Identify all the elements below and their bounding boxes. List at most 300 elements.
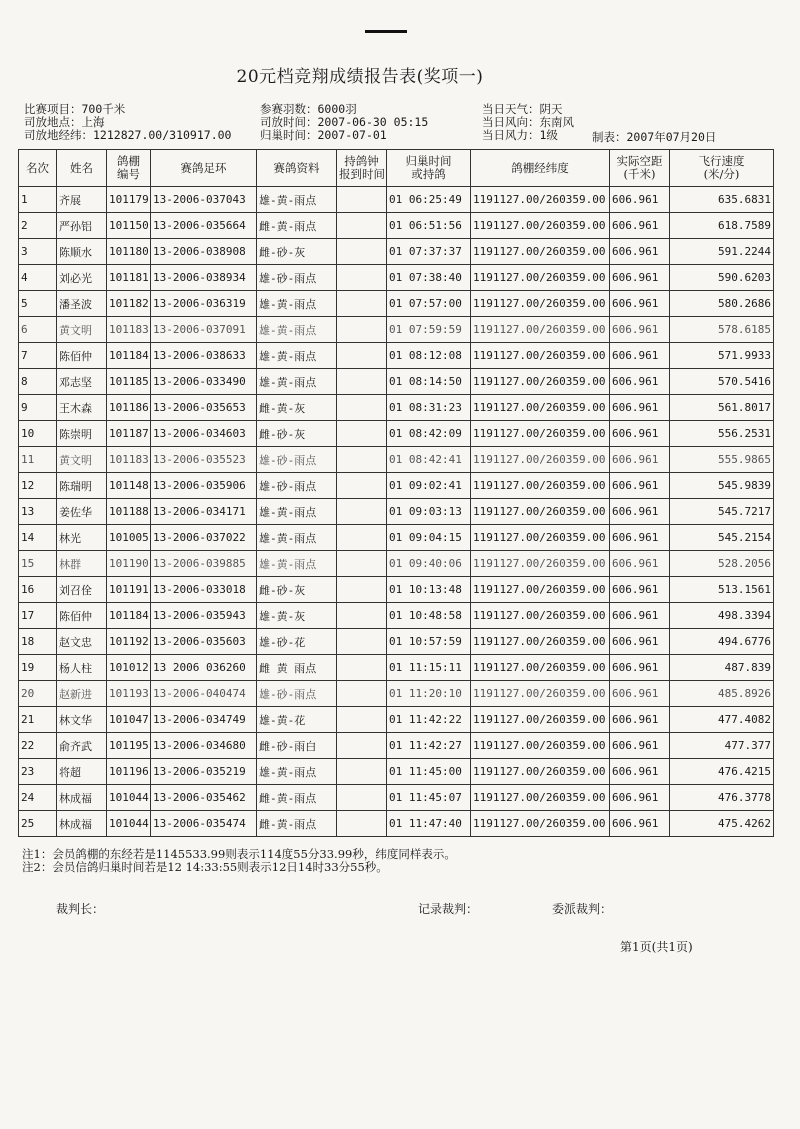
cell-ring: 13-2006-035664 (151, 213, 257, 239)
cell-distance: 606.961 (610, 291, 670, 317)
cell-loft: 101150 (107, 213, 151, 239)
cell-rank: 13 (19, 499, 57, 525)
cell-return: 01 07:59:59 (387, 317, 471, 343)
cell-name: 刘必光 (57, 265, 107, 291)
cell-ring: 13-2006-036319 (151, 291, 257, 317)
page-number: 第1页(共1页) (620, 940, 693, 954)
cell-rank: 10 (19, 421, 57, 447)
cell-clock (337, 525, 387, 551)
cell-speed: 528.2056 (670, 551, 774, 577)
cell-info: 雄-黄-雨点 (257, 525, 337, 551)
table-row (19, 265, 774, 291)
cell-loft: 101182 (107, 291, 151, 317)
cell-name: 严孙铝 (57, 213, 107, 239)
note-2: 注2：会员信鸽归巢时间若是12 14:33:55则表示12日14时33分55秒。 (22, 860, 388, 874)
table-row (19, 369, 774, 395)
cell-rank: 21 (19, 707, 57, 733)
cell-rank: 18 (19, 629, 57, 655)
cell-loft: 101190 (107, 551, 151, 577)
cell-clock (337, 707, 387, 733)
cell-coords: 1191127.00/260359.00 (471, 811, 610, 837)
cell-info: 雄-黄-雨点 (257, 343, 337, 369)
cell-distance: 606.961 (610, 629, 670, 655)
cell-loft: 101186 (107, 395, 151, 421)
cell-loft: 101012 (107, 655, 151, 681)
cell-speed: 580.2686 (670, 291, 774, 317)
cell-rank: 22 (19, 733, 57, 759)
cell-rank: 11 (19, 447, 57, 473)
cell-info: 雄-砂-雨点 (257, 447, 337, 473)
cell-coords: 1191127.00/260359.00 (471, 239, 610, 265)
cell-info: 雄-砂-雨点 (257, 681, 337, 707)
cell-name: 潘圣波 (57, 291, 107, 317)
cell-speed: 591.2244 (670, 239, 774, 265)
table-row (19, 551, 774, 577)
cell-return: 01 09:02:41 (387, 473, 471, 499)
cell-clock (337, 733, 387, 759)
cell-clock (337, 551, 387, 577)
cell-ring: 13-2006-040474 (151, 681, 257, 707)
table-row (19, 187, 774, 213)
cell-ring: 13-2006-035653 (151, 395, 257, 421)
cell-distance: 606.961 (610, 265, 670, 291)
table-row (19, 577, 774, 603)
cell-return: 01 11:20:10 (387, 681, 471, 707)
cell-clock (337, 629, 387, 655)
table-row (19, 707, 774, 733)
cell-distance: 606.961 (610, 733, 670, 759)
cell-coords: 1191127.00/260359.00 (471, 629, 610, 655)
cell-clock (337, 603, 387, 629)
table-row (19, 655, 774, 681)
cell-distance: 606.961 (610, 811, 670, 837)
table-row (19, 785, 774, 811)
cell-return: 01 09:04:15 (387, 525, 471, 551)
cell-distance: 606.961 (610, 473, 670, 499)
cell-rank: 6 (19, 317, 57, 343)
table-row (19, 499, 774, 525)
cell-info: 雄-黄-雨点 (257, 759, 337, 785)
cell-loft: 101180 (107, 239, 151, 265)
cell-ring: 13-2006-035943 (151, 603, 257, 629)
cell-name: 陈佰仲 (57, 343, 107, 369)
cell-return: 01 09:40:06 (387, 551, 471, 577)
cell-ring: 13-2006-034603 (151, 421, 257, 447)
cell-coords: 1191127.00/260359.00 (471, 499, 610, 525)
page-title: 20元档竞翔成绩报告表(奖项一) (236, 67, 484, 87)
cell-name: 姜佐华 (57, 499, 107, 525)
col-rank: 名次 (19, 150, 57, 187)
cell-ring: 13-2006-038934 (151, 265, 257, 291)
cell-loft: 101185 (107, 369, 151, 395)
cell-ring: 13-2006-035523 (151, 447, 257, 473)
cell-name: 陈崇明 (57, 421, 107, 447)
cell-info: 雌-黄-雨点 (257, 811, 337, 837)
cell-ring: 13-2006-037091 (151, 317, 257, 343)
cell-name: 陈佰仲 (57, 603, 107, 629)
col-return: 归巢时间 或持鸽 (387, 150, 471, 187)
cell-speed: 485.8926 (670, 681, 774, 707)
cell-info: 雄-黄-雨点 (257, 499, 337, 525)
cell-distance: 606.961 (610, 525, 670, 551)
cell-coords: 1191127.00/260359.00 (471, 551, 610, 577)
cell-speed: 570.5416 (670, 369, 774, 395)
cell-speed: 635.6831 (670, 187, 774, 213)
cell-speed: 545.2154 (670, 525, 774, 551)
cell-info: 雌-黄-雨点 (257, 213, 337, 239)
cell-info: 雄-砂-花 (257, 629, 337, 655)
cell-speed: 513.1561 (670, 577, 774, 603)
cell-loft: 101195 (107, 733, 151, 759)
cell-clock (337, 187, 387, 213)
cell-speed: 545.9839 (670, 473, 774, 499)
cell-name: 陈瑞明 (57, 473, 107, 499)
cell-return: 01 11:45:00 (387, 759, 471, 785)
cell-info: 雄-黄-雨点 (257, 369, 337, 395)
cell-loft: 101044 (107, 811, 151, 837)
col-info: 赛鸽资料 (257, 150, 337, 187)
cell-distance: 606.961 (610, 577, 670, 603)
cell-ring: 13-2006-034171 (151, 499, 257, 525)
cell-speed: 571.9933 (670, 343, 774, 369)
cell-clock (337, 759, 387, 785)
cell-rank: 8 (19, 369, 57, 395)
cell-return: 01 10:57:59 (387, 629, 471, 655)
cell-loft: 101184 (107, 603, 151, 629)
cell-return: 01 10:48:58 (387, 603, 471, 629)
cell-ring: 13-2006-033490 (151, 369, 257, 395)
cell-speed: 618.7589 (670, 213, 774, 239)
cell-name: 赵新进 (57, 681, 107, 707)
cell-info: 雌-黄-灰 (257, 395, 337, 421)
cell-return: 01 08:31:23 (387, 395, 471, 421)
cell-coords: 1191127.00/260359.00 (471, 187, 610, 213)
col-clock: 持鸽钟 报到时间 (337, 150, 387, 187)
cell-clock (337, 473, 387, 499)
cell-speed: 487.839 (670, 655, 774, 681)
cell-clock (337, 369, 387, 395)
cell-clock (337, 239, 387, 265)
cell-return: 01 11:45:07 (387, 785, 471, 811)
cell-coords: 1191127.00/260359.00 (471, 343, 610, 369)
cell-rank: 12 (19, 473, 57, 499)
cell-ring: 13-2006-037022 (151, 525, 257, 551)
cell-name: 林成福 (57, 811, 107, 837)
cell-loft: 101005 (107, 525, 151, 551)
cell-coords: 1191127.00/260359.00 (471, 707, 610, 733)
cell-loft: 101047 (107, 707, 151, 733)
cell-speed: 494.6776 (670, 629, 774, 655)
cell-name: 林文华 (57, 707, 107, 733)
maker-date: 制表：2007年07月20日 (592, 130, 717, 144)
top-rule (365, 30, 407, 33)
cell-coords: 1191127.00/260359.00 (471, 525, 610, 551)
cell-ring: 13-2006-038633 (151, 343, 257, 369)
cell-coords: 1191127.00/260359.00 (471, 265, 610, 291)
cell-clock (337, 317, 387, 343)
cell-loft: 101196 (107, 759, 151, 785)
cell-speed: 590.6203 (670, 265, 774, 291)
appointed-referee: 委派裁判： (552, 902, 613, 916)
cell-rank: 15 (19, 551, 57, 577)
weather: 当日天气：阴天 (482, 102, 563, 116)
cell-rank: 19 (19, 655, 57, 681)
cell-speed: 545.7217 (670, 499, 774, 525)
cell-return: 01 08:14:50 (387, 369, 471, 395)
cell-return: 01 06:25:49 (387, 187, 471, 213)
cell-distance: 606.961 (610, 551, 670, 577)
cell-info: 雌-砂-灰 (257, 577, 337, 603)
cell-return: 01 10:13:48 (387, 577, 471, 603)
cell-return: 01 09:03:13 (387, 499, 471, 525)
table-row (19, 473, 774, 499)
cell-coords: 1191127.00/260359.00 (471, 759, 610, 785)
note-1: 注1：会员鸽棚的东经若是1145533.99则表示114度55分33.99秒，纬度同样表示。 (22, 847, 456, 861)
cell-name: 黄文明 (57, 447, 107, 473)
cell-speed: 556.2531 (670, 421, 774, 447)
cell-rank: 2 (19, 213, 57, 239)
table-row (19, 629, 774, 655)
cell-ring: 13 2006 036260 (151, 655, 257, 681)
cell-rank: 24 (19, 785, 57, 811)
cell-coords: 1191127.00/260359.00 (471, 421, 610, 447)
cell-ring: 13-2006-035906 (151, 473, 257, 499)
cell-coords: 1191127.00/260359.00 (471, 603, 610, 629)
cell-rank: 23 (19, 759, 57, 785)
cell-distance: 606.961 (610, 343, 670, 369)
return-time: 归巢时间：2007-07-01 (260, 128, 387, 142)
table-row (19, 447, 774, 473)
cell-clock (337, 785, 387, 811)
cell-info: 雄-黄-花 (257, 707, 337, 733)
cell-clock (337, 395, 387, 421)
cell-loft: 101148 (107, 473, 151, 499)
cell-clock (337, 265, 387, 291)
cell-loft: 101193 (107, 681, 151, 707)
cell-clock (337, 577, 387, 603)
release-place: 司放地点：上海 (24, 115, 105, 129)
cell-info: 雌 黄 雨点 (257, 655, 337, 681)
cell-coords: 1191127.00/260359.00 (471, 213, 610, 239)
cell-speed: 498.3394 (670, 603, 774, 629)
chief-referee: 裁判长： (56, 902, 105, 916)
cell-clock (337, 291, 387, 317)
table-row (19, 343, 774, 369)
cell-name: 齐展 (57, 187, 107, 213)
table-row (19, 603, 774, 629)
cell-name: 邓志坚 (57, 369, 107, 395)
col-loft: 鸽棚 编号 (107, 150, 151, 187)
cell-loft: 101192 (107, 629, 151, 655)
cell-coords: 1191127.00/260359.00 (471, 473, 610, 499)
cell-loft: 101044 (107, 785, 151, 811)
cell-info: 雄-黄-雨点 (257, 317, 337, 343)
wind-force: 当日风力：1级 (482, 128, 558, 142)
cell-ring: 13-2006-038908 (151, 239, 257, 265)
table-row (19, 213, 774, 239)
cell-name: 赵文忠 (57, 629, 107, 655)
cell-coords: 1191127.00/260359.00 (471, 655, 610, 681)
cell-distance: 606.961 (610, 317, 670, 343)
cell-distance: 606.961 (610, 395, 670, 421)
col-ring: 赛鸽足环 (151, 150, 257, 187)
cell-return: 01 07:37:37 (387, 239, 471, 265)
cell-speed: 555.9865 (670, 447, 774, 473)
cell-ring: 13-2006-035474 (151, 811, 257, 837)
cell-ring: 13-2006-033018 (151, 577, 257, 603)
cell-speed: 561.8017 (670, 395, 774, 421)
cell-clock (337, 681, 387, 707)
table-row (19, 291, 774, 317)
table-row (19, 733, 774, 759)
cell-info: 雌-砂-灰 (257, 239, 337, 265)
cell-rank: 5 (19, 291, 57, 317)
col-name: 姓名 (57, 150, 107, 187)
cell-return: 01 11:42:22 (387, 707, 471, 733)
table-row (19, 681, 774, 707)
cell-coords: 1191127.00/260359.00 (471, 447, 610, 473)
cell-coords: 1191127.00/260359.00 (471, 369, 610, 395)
cell-distance: 606.961 (610, 681, 670, 707)
cell-clock (337, 499, 387, 525)
cell-loft: 101188 (107, 499, 151, 525)
cell-rank: 20 (19, 681, 57, 707)
cell-name: 刘召佺 (57, 577, 107, 603)
cell-info: 雌-砂-雨白 (257, 733, 337, 759)
cell-return: 01 11:42:27 (387, 733, 471, 759)
cell-loft: 101183 (107, 447, 151, 473)
cell-distance: 606.961 (610, 213, 670, 239)
recording-referee: 记录裁判： (418, 902, 479, 916)
cell-speed: 477.377 (670, 733, 774, 759)
wind-direction: 当日风向：东南风 (482, 115, 574, 129)
cell-clock (337, 343, 387, 369)
cell-rank: 1 (19, 187, 57, 213)
cell-info: 雌-砂-灰 (257, 421, 337, 447)
cell-distance: 606.961 (610, 759, 670, 785)
cell-distance: 606.961 (610, 421, 670, 447)
cell-distance: 606.961 (610, 655, 670, 681)
cell-distance: 606.961 (610, 707, 670, 733)
cell-rank: 3 (19, 239, 57, 265)
cell-return: 01 07:57:00 (387, 291, 471, 317)
cell-clock (337, 213, 387, 239)
results-table (18, 149, 774, 837)
cell-name: 林成福 (57, 785, 107, 811)
cell-distance: 606.961 (610, 187, 670, 213)
table-row (19, 317, 774, 343)
cell-coords: 1191127.00/260359.00 (471, 317, 610, 343)
col-speed: 飞行速度 (米/分) (670, 150, 774, 187)
table-row (19, 421, 774, 447)
cell-distance: 606.961 (610, 239, 670, 265)
table-row (19, 239, 774, 265)
cell-speed: 476.4215 (670, 759, 774, 785)
cell-coords: 1191127.00/260359.00 (471, 681, 610, 707)
cell-info: 雄-黄-灰 (257, 603, 337, 629)
cell-return: 01 11:47:40 (387, 811, 471, 837)
cell-distance: 606.961 (610, 603, 670, 629)
cell-ring: 13-2006-037043 (151, 187, 257, 213)
cell-name: 俞齐武 (57, 733, 107, 759)
cell-clock (337, 421, 387, 447)
cell-info: 雄-黄-雨点 (257, 291, 337, 317)
cell-speed: 477.4082 (670, 707, 774, 733)
cell-name: 林群 (57, 551, 107, 577)
cell-return: 01 07:38:40 (387, 265, 471, 291)
cell-ring: 13-2006-034680 (151, 733, 257, 759)
cell-clock (337, 447, 387, 473)
cell-coords: 1191127.00/260359.00 (471, 785, 610, 811)
cell-rank: 16 (19, 577, 57, 603)
cell-coords: 1191127.00/260359.00 (471, 395, 610, 421)
col-coords: 鸽棚经纬度 (471, 150, 610, 187)
cell-rank: 9 (19, 395, 57, 421)
table-row (19, 525, 774, 551)
cell-ring: 13-2006-039885 (151, 551, 257, 577)
cell-distance: 606.961 (610, 499, 670, 525)
cell-name: 黄文明 (57, 317, 107, 343)
table-row (19, 395, 774, 421)
cell-rank: 14 (19, 525, 57, 551)
release-coords: 司放地经纬：1212827.00/310917.00 (24, 128, 232, 142)
cell-name: 林光 (57, 525, 107, 551)
cell-info: 雄-黄-雨点 (257, 551, 337, 577)
cell-coords: 1191127.00/260359.00 (471, 733, 610, 759)
col-distance: 实际空距 (千米) (610, 150, 670, 187)
cell-loft: 101184 (107, 343, 151, 369)
cell-distance: 606.961 (610, 369, 670, 395)
cell-rank: 25 (19, 811, 57, 837)
cell-coords: 1191127.00/260359.00 (471, 291, 610, 317)
cell-clock (337, 655, 387, 681)
cell-return: 01 08:42:41 (387, 447, 471, 473)
cell-info: 雄-砂-雨点 (257, 473, 337, 499)
cell-name: 王木森 (57, 395, 107, 421)
race-item: 比赛项目：700千米 (24, 102, 126, 116)
cell-ring: 13-2006-034749 (151, 707, 257, 733)
cell-return: 01 06:51:56 (387, 213, 471, 239)
cell-loft: 101187 (107, 421, 151, 447)
cell-info: 雌-黄-雨点 (257, 785, 337, 811)
cell-distance: 606.961 (610, 785, 670, 811)
cell-rank: 7 (19, 343, 57, 369)
footnotes (22, 848, 456, 874)
cell-clock (337, 811, 387, 837)
cell-name: 杨人柱 (57, 655, 107, 681)
cell-ring: 13-2006-035219 (151, 759, 257, 785)
table-row (19, 811, 774, 837)
cell-distance: 606.961 (610, 447, 670, 473)
cell-ring: 13-2006-035603 (151, 629, 257, 655)
table-row (19, 759, 774, 785)
cell-speed: 476.3778 (670, 785, 774, 811)
cell-loft: 101191 (107, 577, 151, 603)
cell-loft: 101183 (107, 317, 151, 343)
cell-coords: 1191127.00/260359.00 (471, 577, 610, 603)
cell-ring: 13-2006-035462 (151, 785, 257, 811)
cell-rank: 17 (19, 603, 57, 629)
cell-loft: 101181 (107, 265, 151, 291)
cell-return: 01 08:42:09 (387, 421, 471, 447)
cell-rank: 4 (19, 265, 57, 291)
cell-info: 雄-黄-雨点 (257, 187, 337, 213)
cell-info: 雄-砂-雨点 (257, 265, 337, 291)
cell-name: 陈顺水 (57, 239, 107, 265)
cell-speed: 475.4262 (670, 811, 774, 837)
cell-speed: 578.6185 (670, 317, 774, 343)
cell-return: 01 11:15:11 (387, 655, 471, 681)
